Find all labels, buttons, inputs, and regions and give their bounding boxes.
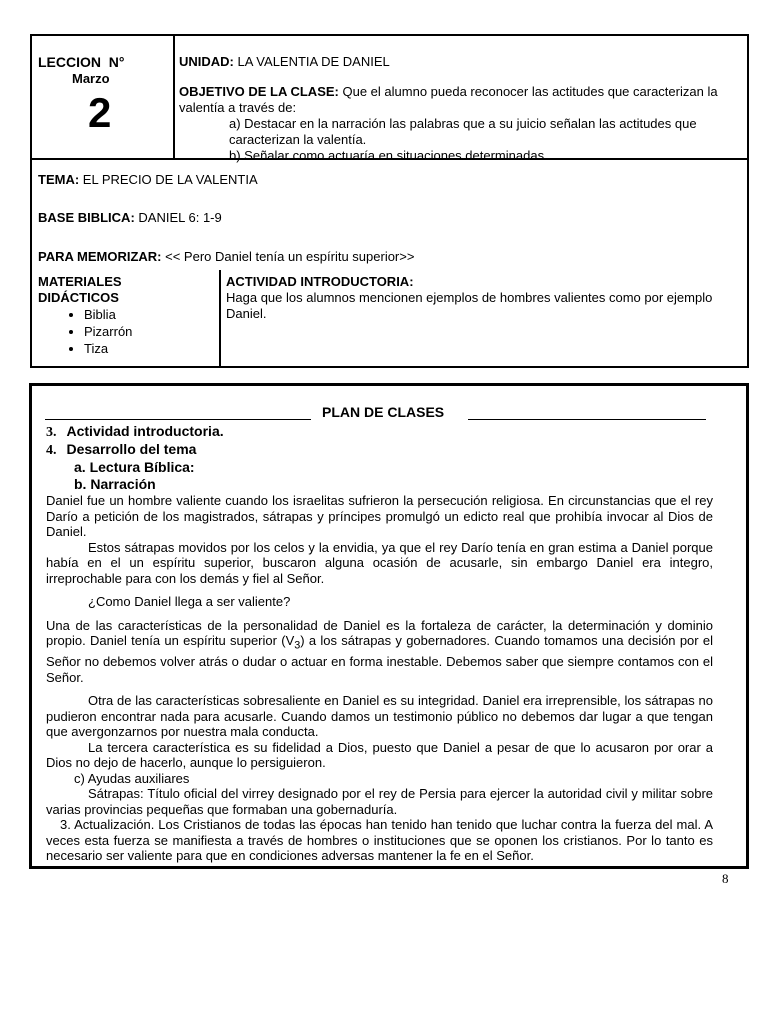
intro-activity-cell [221,270,747,366]
materials-title-line2: DIDÁCTICOS [38,290,119,305]
plan-heading-reading: a. Lectura Bíblica: [74,459,195,475]
objective-b: b) Señalar como actuaría en situaciones determinadas. [229,148,548,163]
biblical-base-label: BASE BIBLICA: [38,210,135,225]
objective-label: OBJETIVO DE LA CLASE: [179,84,339,99]
plan-title: PLAN DE CLASES [322,404,445,420]
heading-number: 3. [46,425,57,440]
auxiliary-aids-heading: c) Ayudas auxiliares [74,770,190,786]
paragraph-3-part-b: ) a los sátrapas y gobernadores. Cuando tomamos una decisión por el Señor no debemos volver atrás o dudar o actuar en forma inestable. Debemos saber que siempre contamos con el Señor. [46,633,714,685]
lesson-label: LECCION N° [38,54,125,70]
material-item: • Biblia [84,306,219,323]
intro-activity-title: ACTIVIDAD INTRODUCTORIA: [226,274,414,289]
lesson-number-cell [32,36,175,160]
theme-value: EL PRECIO DE LA VALENTIA [82,172,258,187]
heading-number: 4. [46,443,57,458]
biblical-base-line [38,210,222,225]
materials-cell [32,270,221,366]
materials-title-line1: MATERIALES [38,274,122,289]
objective-a: a) Destacar en la narración las palabras que a su juicio señalan las actitudes que caracterizan la valentía. [229,116,697,147]
biblical-base-value: DANIEL 6: 1-9 [138,210,222,225]
plan-heading-intro [46,423,713,441]
paragraph-2: Estos sátrapas movidos por los celos y la envidia, ya que el rey Darío tenía en gran estima a Daniel porque había en el un espíritu superior, buscaron alguna ocasión de acusarle, sin embargo Daniel era integro, irreprochable para con los demás y fiel al Señor. [46,539,713,586]
unit-objective-cell [173,36,747,163]
class-plan-box [29,383,749,869]
plan-header [32,402,746,422]
unit-line [179,54,390,70]
material-item: • Tiza [84,340,219,357]
paragraph-4: Otra de las características sobresaliente en Daniel es su integridad. Daniel era irreprensible, los sátrapas no pudieron encontrar nada para acusarle. Cuando damos un testimonio público no debemos dar lugar a que tengan que avergonzarnos por nuestra mala conducta. [46,693,713,740]
materials-list [32,306,219,357]
paragraph-3-part-a: Una de las características de la personalidad de Daniel es la fortaleza de carácter, la determinación y dominio propio. Daniel tenía un espíritu superior (V [46,617,713,648]
materials-title [32,270,219,306]
memorize-value: << Pero Daniel tenía un espíritu superior>> [165,249,415,264]
plan-heading-narration: b. Narración [74,476,156,492]
lesson-number: 2 [88,89,112,136]
paragraph-1: Daniel fue un hombre valiente cuando los israelitas sufrieron la persecución religiosa. En circunstancias que el rey Darío a petición de los magistrados, sátrapas y príncipes promulgó un edicto real que prohibía invocar al Dios de Daniel. [46,493,713,539]
unit-label: UNIDAD: [179,54,234,69]
heading-text: Desarrollo del tema [66,441,197,457]
theme-line [38,172,258,187]
material-item: • Pizarrón [84,323,219,340]
memorize-line [38,249,414,264]
unit-value: LA VALENTIA DE DANIEL [237,54,390,69]
objective-line [179,84,741,116]
page-number: 8 [722,871,729,886]
lesson-month: Marzo [72,71,110,86]
paragraph-7: 3. Actualización. Los Cristianos de todas las épocas han tenido han tenido que luchar contra la fuerza del mal. A veces esta fuerza se manifiesta a través de hombres o instituciones que se oponen los cristianos. Por lo tanto es necesario ser valiente para que en condiciones adversas mantener la fe en el Señor. [46,817,713,864]
objective-block [179,84,741,164]
memorize-label: PARA MEMORIZAR: [38,249,162,264]
objective-value: Que el alumno pueda reconocer las actitudes que caracterizan la valentía a través de: [179,84,718,115]
plan-rule-left [45,419,311,420]
intro-activity-text: Haga que los alumnos mencionen ejemplos de hombres valientes como por ejemplo Daniel. [226,290,713,321]
paragraph-5: La tercera característica es su fidelidad a Dios, puesto que Daniel a pesar de que lo acusaron por orar a Dios no dejo de hacerlo, aunque lo persiguieron. [46,739,713,771]
plan-rule-right [468,419,706,420]
plan-body [46,423,713,864]
plan-heading-development [46,441,713,459]
paragraph-3 [46,618,713,686]
paragraph-6: Sátrapas: Título oficial del virrey designado por el rey de Persia para ejercer la autoridad civil y militar sobre varias provincias pequeñas que formaban una gobernaduría. [46,786,713,817]
lesson-header-table [30,34,749,368]
question-line: ¿Como Daniel llega a ser valiente? [88,594,291,609]
verse-subscript: 3 [294,639,301,652]
theme-label: TEMA: [38,172,80,187]
heading-text: Actividad introductoria. [66,423,224,439]
